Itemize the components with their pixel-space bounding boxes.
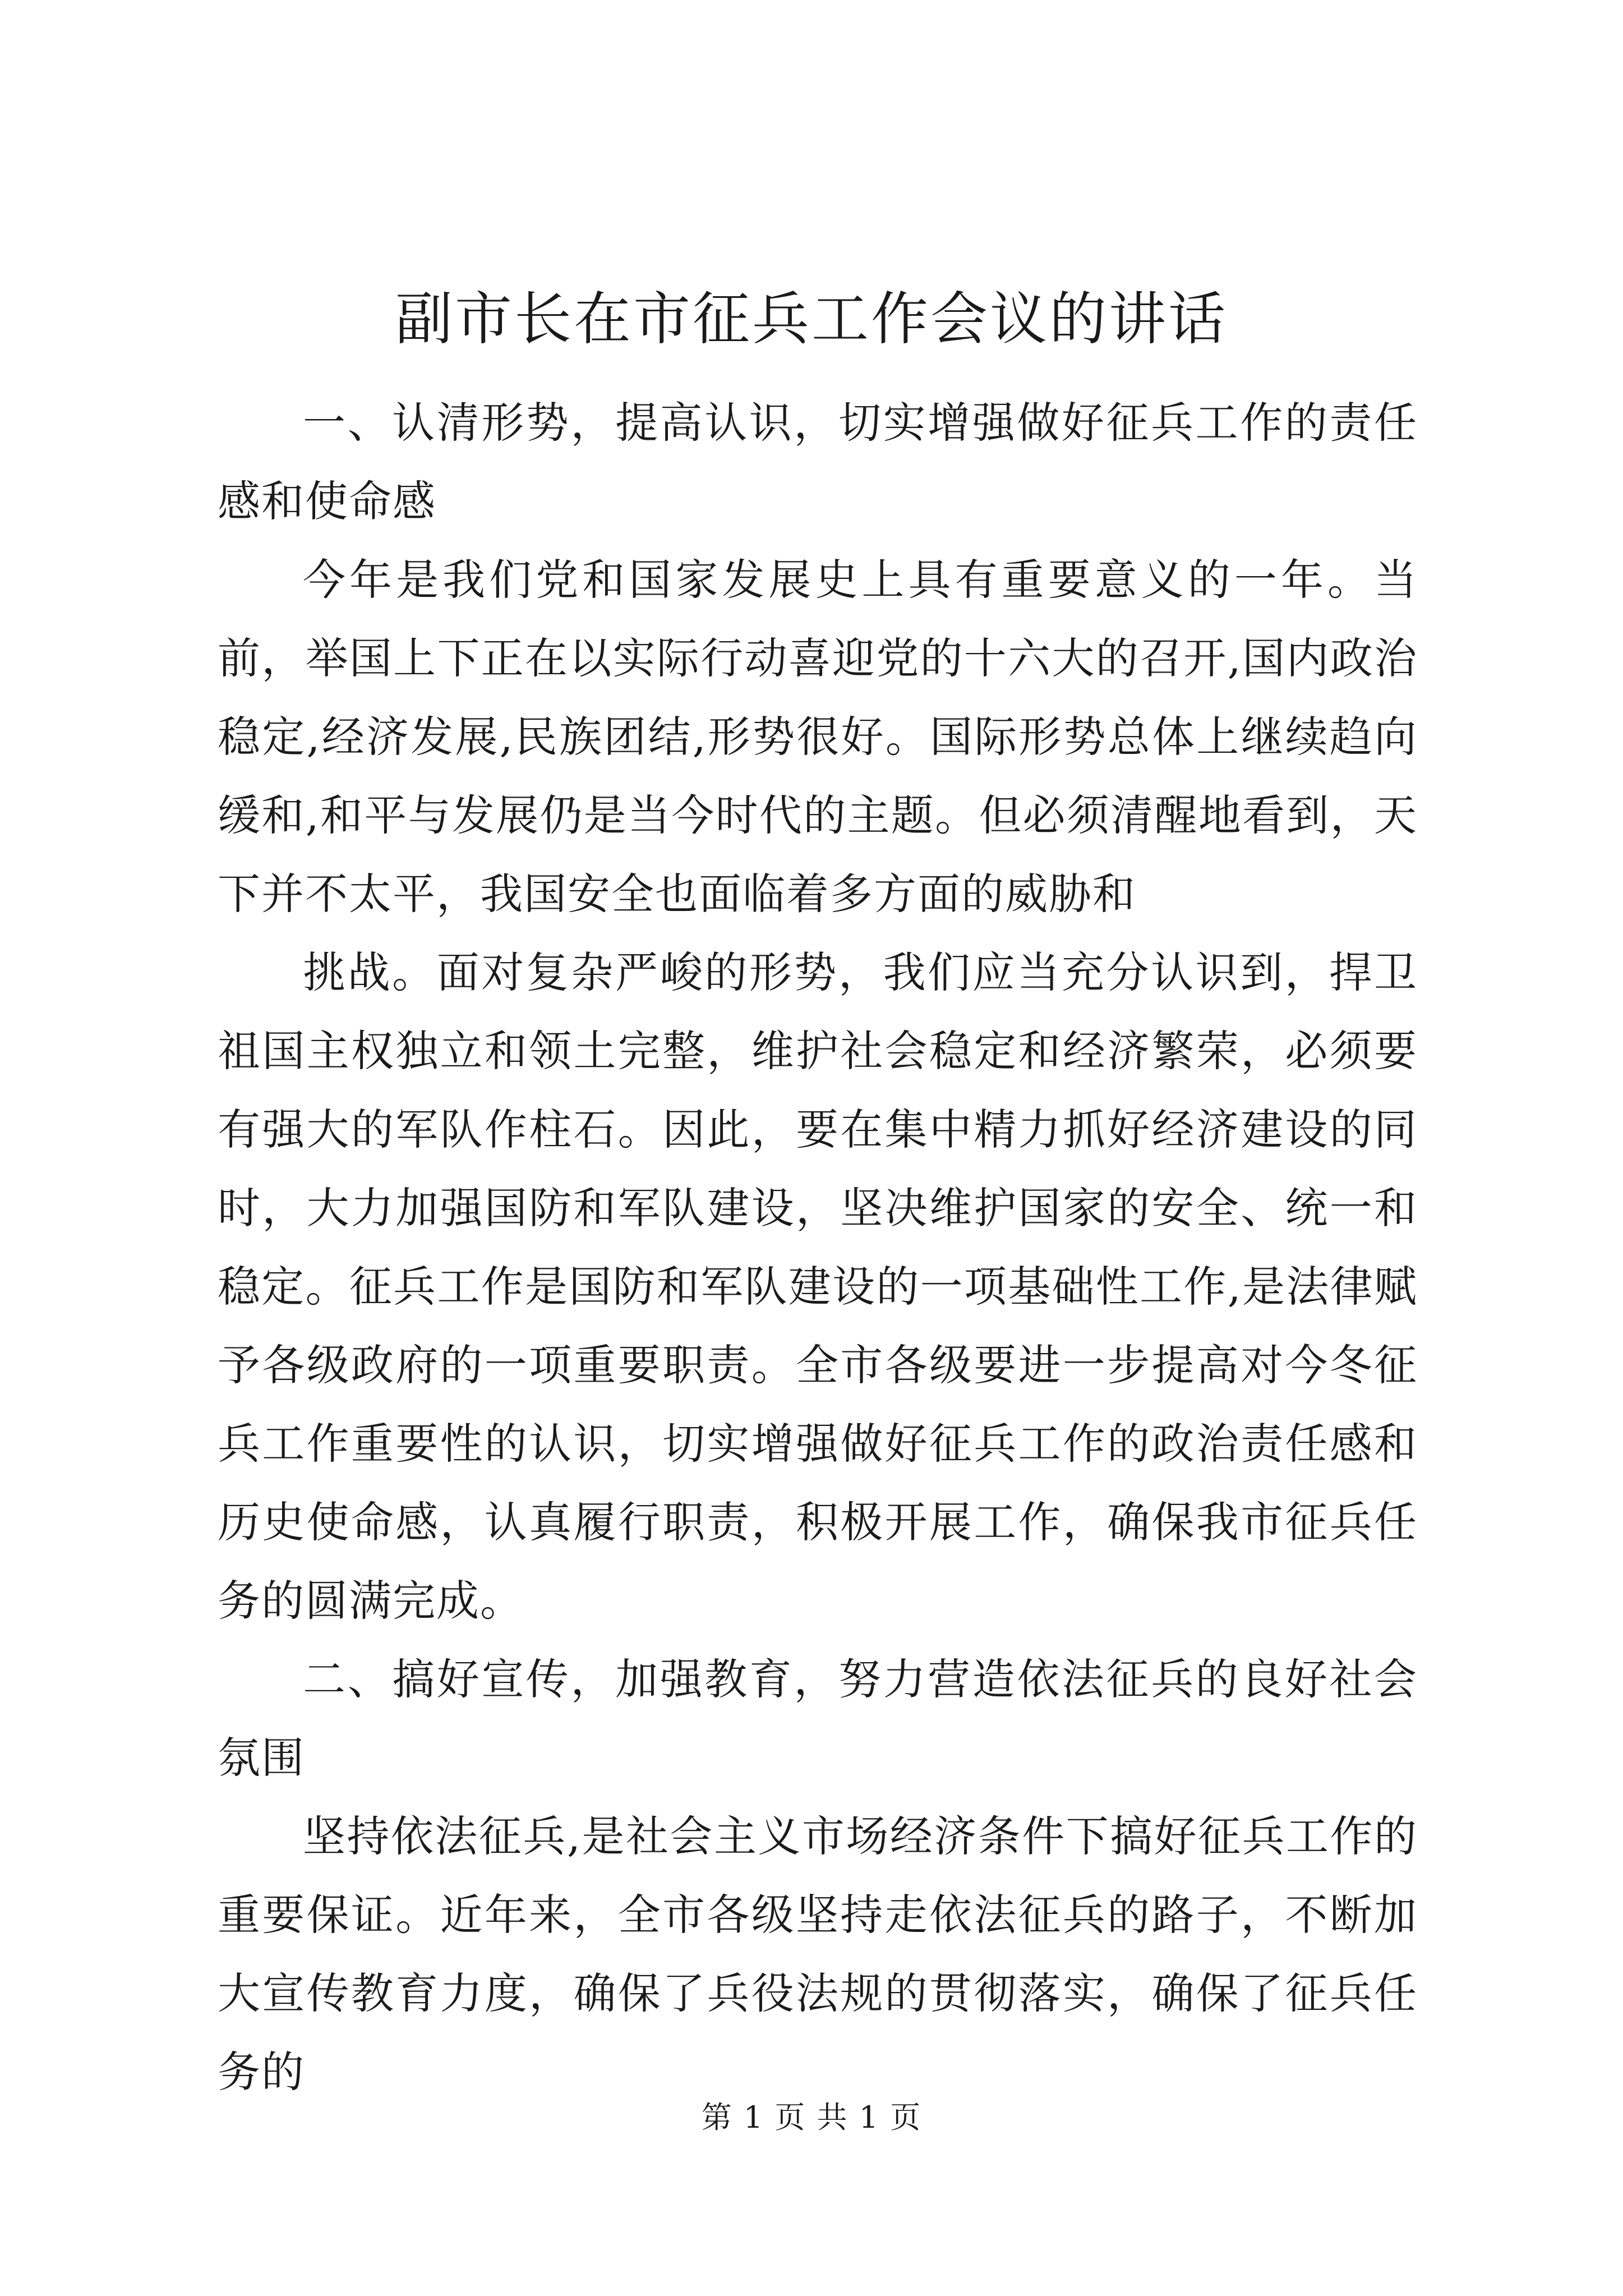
section-heading-2: 二、搞好宣传，加强教育，努力营造依法征兵的良好社会氛围 bbox=[218, 1654, 1418, 1783]
body-paragraph-3: 坚持依法征兵,是社会主义市场经济条件下搞好征兵工作的重要保证。近年来，全市各级坚持走依法征兵的路子，不断加大宣传教育力度，确保了兵役法规的贯彻落实，确保了征兵任务的 bbox=[218, 1811, 1418, 2097]
body-paragraph-1: 今年是我们党和国家发展史上具有重要意义的一年。当前，举国上下正在以实际行动喜迎党的十六大的召开,国内政治稳定,经济发展,民族团结,形势很好。国际形势总体上继续趋向缓和,和平与发展仍是当今时代的主题。但必须清醒地看到，天下并不太平，我国安全也面临着多方面的威胁和 bbox=[218, 555, 1418, 919]
document-body bbox=[218, 384, 1418, 2111]
section-heading-1: 一、认清形势，提高认识，切实增强做好征兵工作的责任感和使命感 bbox=[218, 398, 1418, 526]
page-number-footer: 第 1 页 共 1 页 bbox=[701, 2100, 922, 2135]
page-title: 副市长在市征兵工作会议的讲话 bbox=[395, 286, 1228, 353]
body-paragraph-2: 挑战。面对复杂严峻的形势，我们应当充分认识到，捍卫祖国主权独立和领土完整，维护社会稳定和经济繁荣，必须要有强大的军队作柱石。因此，要在集中精力抓好经济建设的同时，大力加强国防和军队建设，坚决维护国家的安全、统一和稳定。征兵工作是国防和军队建设的一项基础性工作,是法律赋予各级政府的一项重要职责。全市各级要进一步提高对今冬征兵工作重要性的认识，切实增强做好征兵工作的政治责任感和历史使命感，认真履行职责，积极开展工作，确保我市征兵任务的圆满完成。 bbox=[218, 947, 1418, 1626]
